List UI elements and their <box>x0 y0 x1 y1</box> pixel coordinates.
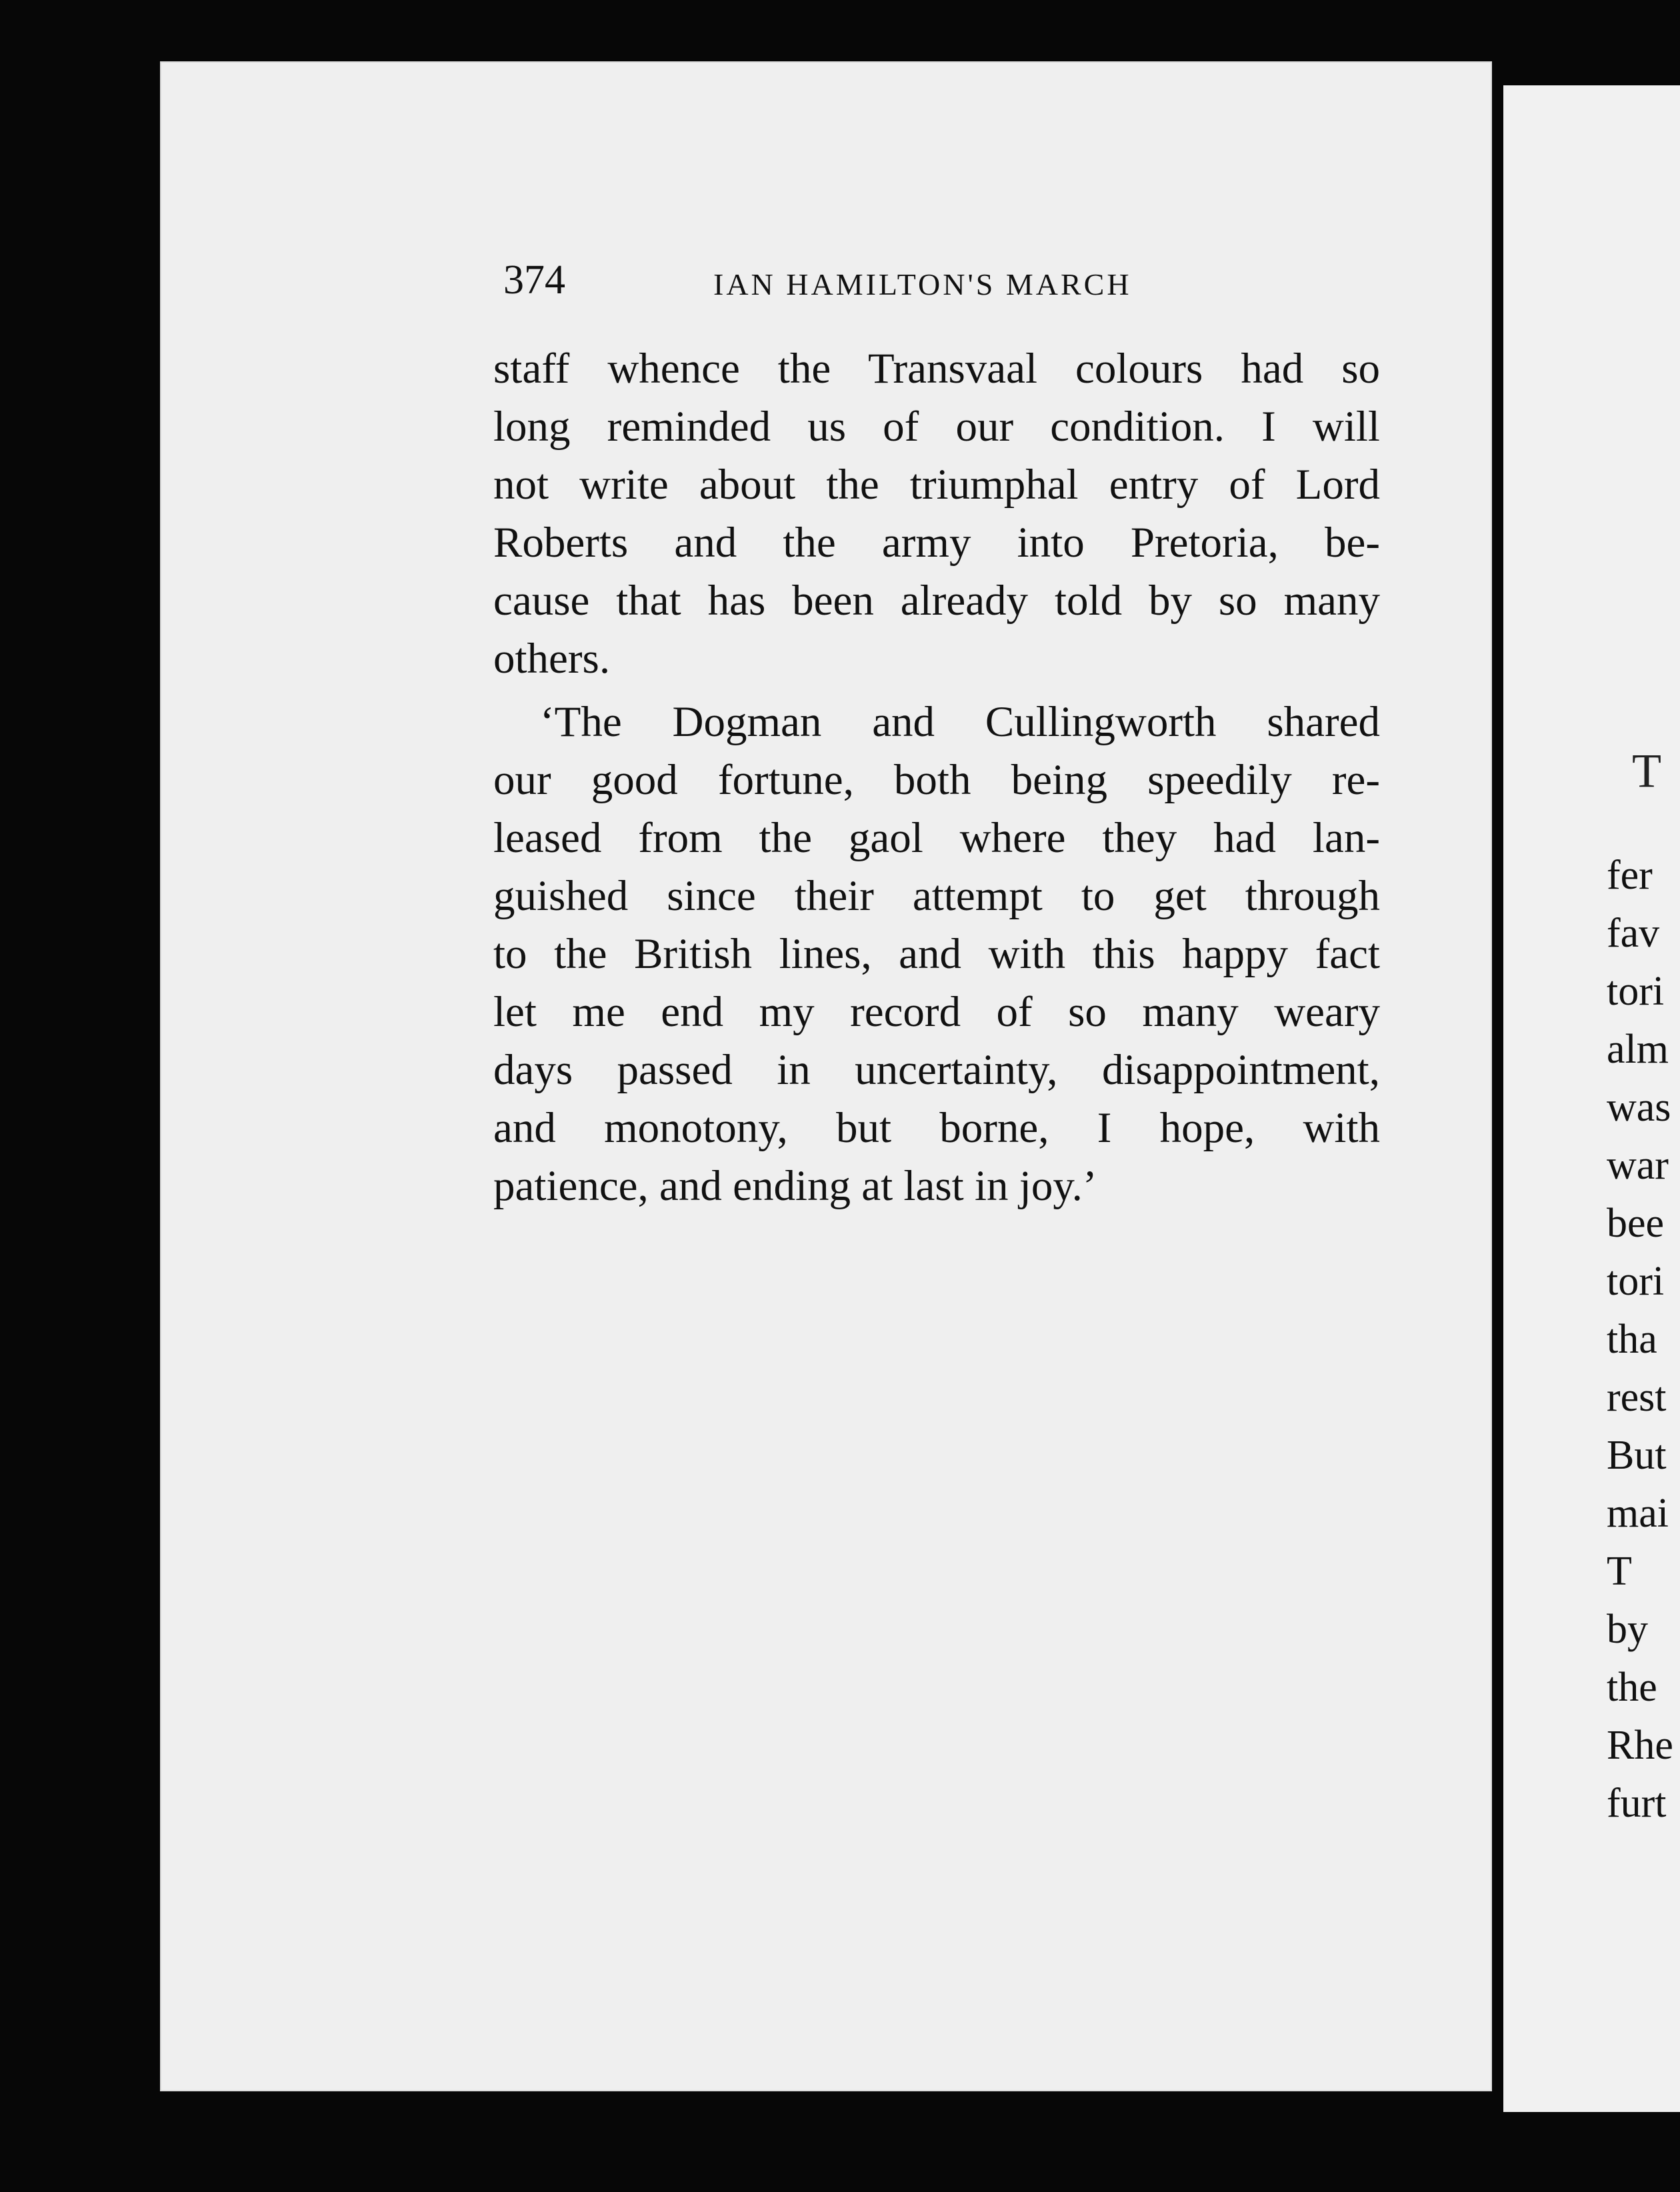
facing-line: fer <box>1607 853 1653 898</box>
page-header <box>503 257 1183 303</box>
facing-line: rest <box>1607 1375 1667 1420</box>
facing-line: alm <box>1607 1027 1669 1072</box>
facing-page-text <box>1607 847 1680 1833</box>
body-line: not write about the triumphal entry of Lord <box>493 461 1380 509</box>
paragraph-gap <box>493 688 1380 693</box>
facing-line: was <box>1607 1085 1671 1130</box>
body-line: and monotony, but borne, I hope, with <box>493 1104 1380 1152</box>
facing-page-initial: T <box>1632 744 1661 797</box>
facing-line: T <box>1607 1549 1632 1594</box>
facing-line: mai <box>1607 1491 1669 1536</box>
body-line: let me end my record of so many weary <box>493 988 1380 1036</box>
body-line: leased from the gaol where they had lan- <box>493 814 1380 862</box>
body-line: our good fortune, both being speedily re- <box>493 756 1380 804</box>
facing-line: tori <box>1607 1259 1665 1304</box>
facing-line: war <box>1607 1143 1669 1188</box>
facing-line: the <box>1607 1665 1657 1710</box>
body-line: cause that has been already told by so many <box>493 577 1380 625</box>
body-line: days passed in uncertainty, disappointment, <box>493 1046 1380 1094</box>
facing-line: bee <box>1607 1201 1665 1246</box>
body-line: ‘The Dogman and Cullingworth shared <box>540 698 1380 746</box>
running-head: IAN HAMILTON'S MARCH <box>713 267 1132 301</box>
facing-line: Rhe <box>1607 1723 1673 1768</box>
facing-line: tori <box>1607 969 1665 1014</box>
facing-line: by <box>1607 1607 1648 1652</box>
body-line: others. <box>493 635 611 683</box>
facing-line: tha <box>1607 1317 1657 1362</box>
body-line: patience, and ending at last in joy.’ <box>493 1162 1097 1210</box>
page-number: 374 <box>503 257 565 303</box>
facing-line: But <box>1607 1433 1667 1478</box>
body-line: staff whence the Transvaal colours had so <box>493 345 1380 393</box>
body-line: guished since their attempt to get through <box>493 872 1380 920</box>
body-line: to the British lines, and with this happy fact <box>493 930 1380 978</box>
facing-line: fav <box>1607 911 1660 956</box>
body-line: Roberts and the army into Pretoria, be- <box>493 519 1380 567</box>
facing-line: furt <box>1607 1781 1667 1826</box>
body-line: long reminded us of our condition. I will <box>493 403 1380 451</box>
body-text <box>493 340 1380 1215</box>
